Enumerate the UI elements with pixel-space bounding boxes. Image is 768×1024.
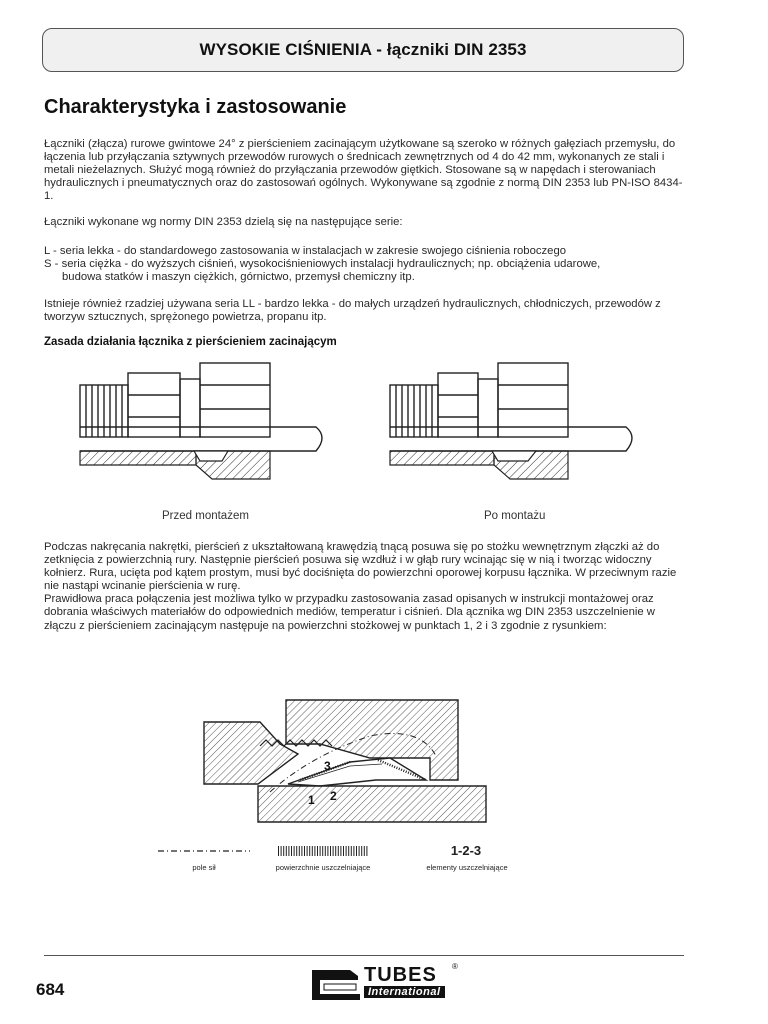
page-header-title: WYSOKIE CIŚNIENIA - łączniki DIN 2353 — [199, 40, 527, 59]
fitting-after-assembly-drawing — [386, 355, 646, 495]
sealing-detail-drawing — [200, 696, 490, 826]
paragraph-operation — [44, 541, 684, 633]
legend-force-field-line — [158, 847, 250, 855]
paragraph-2: Łączniki wykonane wg normy DIN 2353 dzielą się na następujące serie: — [44, 216, 403, 228]
tubes-international-logo — [310, 962, 470, 1002]
detail-label-1: 1 — [308, 793, 315, 807]
subheading-principle: Zasada działania łącznika z pierścieniem zacinającym — [44, 336, 337, 348]
series-l-item: L - seria lekka - do standardowego zastosowania w instalacjach w zakresie swojego ciśnienia roboczego — [44, 245, 567, 257]
series-s-item: S - seria ciężka - do wyższych ciśnień, wysokociśnieniowych instalacji hydraulicznych; np. obciążenia udarowe, — [44, 258, 601, 271]
paragraph-intro — [44, 138, 684, 203]
paragraph-3: Istnieje również rzadziej używana seria LL - bardzo lekka - do małych urządzeń hydraulicznych, chłodniczych, przewodów z tworzyw sztucznych, sprężonego powietrza, propanu itp. — [44, 298, 661, 324]
detail-label-2: 2 — [330, 789, 337, 803]
paragraph-4: Podczas nakręcania nakrętki, pierścień z ukształtowaną krawędzią tnącą posuwa się po stożku wewnętrznym złączki aż do zetknięcia z powierzchnią rury. Następnie pierścień posuwa się wzdłuż i w głąb rury wcinając się w nią i tworząc widoczny kołnierz. Rura, ucięta pod kątem prostym, musi być dociśnięta do powierzchni oporowej korpusu łącznika. W przeciwnym razie nie nastąpi wcinanie pierścienia w rurę. — [44, 541, 677, 593]
section-title: Charakterystyka i zastosowanie — [44, 96, 347, 118]
paragraph-ll-series — [44, 298, 684, 324]
legend-sealing-elements-label: elementy uszczelniające — [426, 863, 508, 872]
logo-subword: International — [364, 986, 445, 998]
series-list — [44, 245, 684, 284]
logo-registered-mark: ® — [452, 962, 458, 971]
header-box — [42, 28, 684, 72]
footer-divider — [44, 955, 684, 956]
page-number: 684 — [36, 980, 65, 999]
caption-after-assembly: Po montażu — [484, 510, 546, 522]
paragraph-series-intro — [44, 216, 684, 229]
detail-label-3: 3 — [324, 759, 331, 773]
paragraph-1: Łączniki (złącza) rurowe gwintowe 24° z pierścieniem zacinającym użytkowane są szeroko w różnych gałęziach przemysłu, do łączenia lub przyłączania sztywnych przewodów rurowych o średnicach zewnętrznych od 4 do 42 mm, wykonanych ze stali i metali nieżelaznych. Służyć mogą również do przyłączania przewodów giętkich. Stosowane są w napędach i sterowaniach hydraulicznych i pneumatycznych oraz do zastosowań ogólnych. Wykonywane są zgodnie z normą DIN 2353 lub PN-ISO 8434-1. — [44, 138, 683, 203]
legend-sealing-surfaces-marks — [278, 845, 368, 857]
legend-force-field-label: pole sił — [192, 863, 216, 872]
paragraph-5: Prawidłowa praca połączenia jest możliwa tylko w przypadku zastosowania zasad opisanych w instrukcji montażowej oraz dobrania właściwych materiałów do odpowiednich mediów, temperatur i ciśnień. Dla ącznika wg DIN 2353 uszczelnienie w złączu z pierścieniem zacinającym następuje na powierzchni stożkowej w punktach 1, 2 i 3 zgodnie z rysunkiem: — [44, 593, 655, 632]
legend-sealing-surfaces-label: powierzchnie uszczelniające — [275, 863, 371, 872]
fitting-before-assembly-drawing — [76, 355, 336, 495]
logo-word: TUBES — [364, 964, 437, 986]
series-s-item-continued: budowa statków i maszyn ciężkich, górnictwo, przemysł chemiczny itp. — [62, 271, 415, 284]
caption-before-assembly: Przed montażem — [162, 510, 249, 522]
legend-sealing-elements-symbol: 1-2-3 — [450, 843, 482, 858]
